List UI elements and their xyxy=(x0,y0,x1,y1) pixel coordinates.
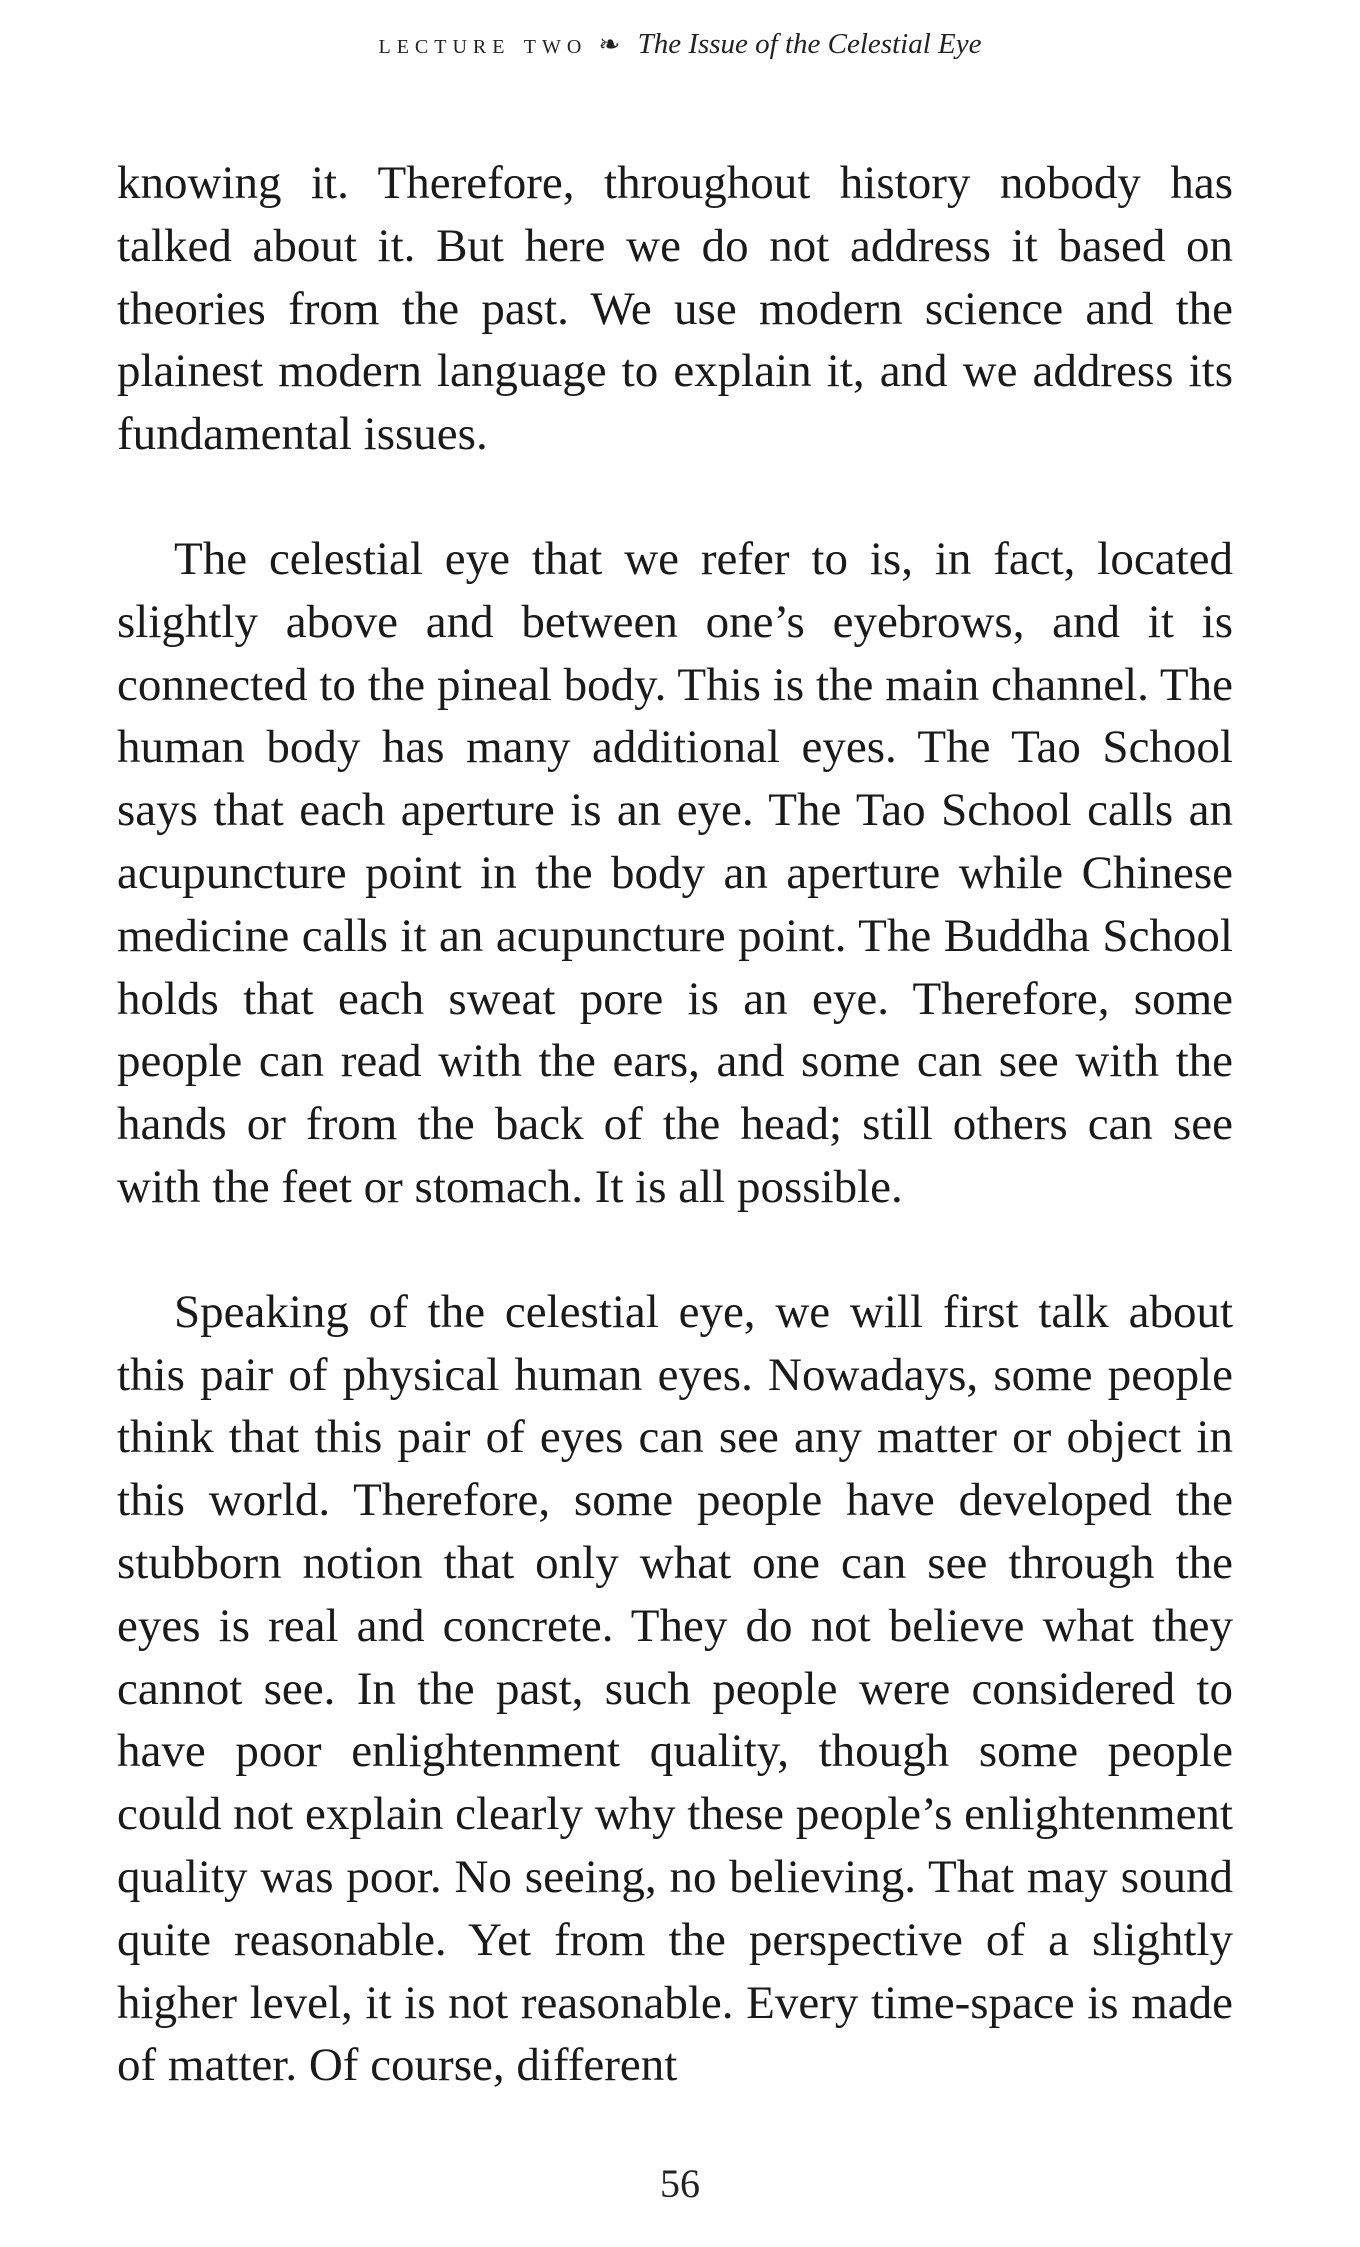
page-number: 56 xyxy=(660,2161,700,2206)
fleuron-icon: ❧ xyxy=(598,30,621,59)
running-head xyxy=(0,28,1360,61)
paragraph: Speaking of the celestial eye, we will first talk about this pair of physical human eyes. Nowadays, some people think that this pair of eyes can see any matter or object in this world. Therefore, some people have developed the stubborn notion that only what one can see through the eyes is real and concrete. They do not believe what they cannot see. In the past, such people were considered to have poor enlightenment quality, though some people could not explain clearly why these people’s enlightenment quality was poor. No seeing, no believing. That may sound quite reasonable. Yet from the perspective of a slightly higher level, it is not reasonable. Every time-space is made of matter. Of course, different xyxy=(117,1285,1233,2092)
paragraph-continuation: knowing it. Therefore, throughout history nobody has talked about it. But here we do not address it based on theories from the past. We use modern science and the plainest modern language to explain it, and we address its fundamental issues. xyxy=(117,157,1233,461)
paragraph: The celestial eye that we refer to is, in fact, located slightly above and between one’s eyebrows, and it is connected to the pineal body. This is the main channel. The human body has many additional eyes. The Tao School says that each aperture is an eye. The Tao School calls an acupuncture point in the body an aperture while Chinese medicine calls it an acupuncture point. The Buddha School holds that each sweat pore is an eye. Therefore, some people can read with the ears, and some can see with the hands or from the back of the head; still others can see with the feet or stomach. It is all possible. xyxy=(117,532,1233,1213)
chapter-title: The Issue of the Celestial Eye xyxy=(637,28,982,60)
lecture-label: lecture two xyxy=(378,28,588,60)
body-text xyxy=(117,152,1233,2097)
